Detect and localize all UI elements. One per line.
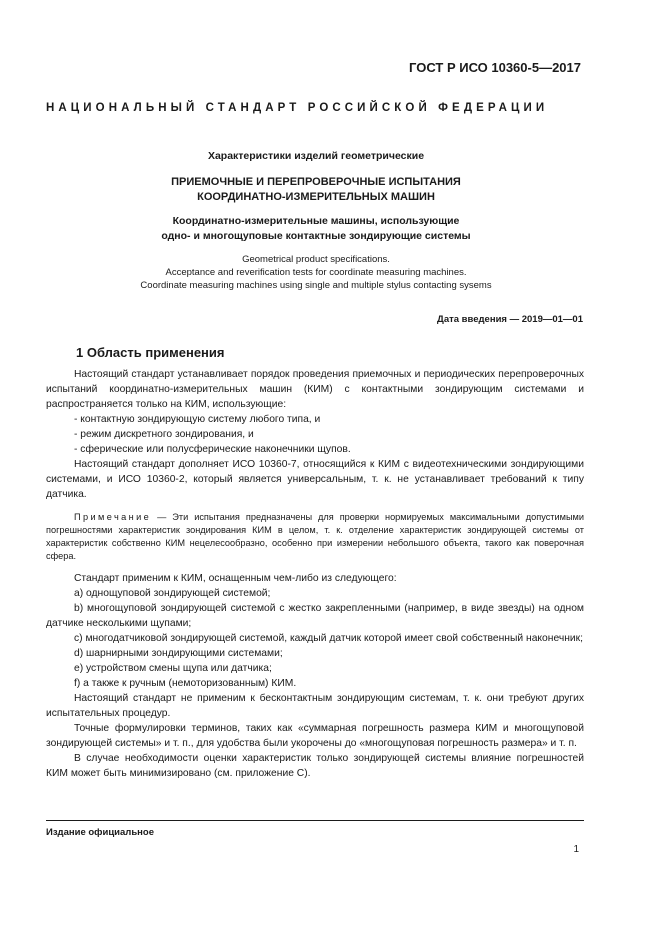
note-label: Примечание (74, 512, 152, 522)
note (46, 511, 584, 563)
introduction-date: Дата введения — 2019—01—01 (437, 314, 583, 325)
note-text: — Эти испытания предназначены для проверки нормируемых максимальными допустимыми погрешностями характеристик зондирования КИМ в целом, т. к. отделение характеристик зондирующей системы от характеристик собственно КИМ нецелесообразно, особенно при измерении небольшого объекта, такого как поверочная сфера. (46, 512, 584, 561)
footer-divider (46, 820, 584, 821)
title-en-line: Geometrical product specifications. (242, 254, 390, 265)
paragraph: Настоящий стандарт не применим к бесконтактным зондирующим системам, т. к. они требуют других испытательных процедур. (46, 693, 584, 719)
list-item: e) устройством смены щупа или датчика; (74, 663, 272, 674)
list-item: d) шарнирными зондирующими системами; (74, 648, 283, 659)
title-main-line: ПРИЕМОЧНЫЕ И ПЕРЕПРОВЕРОЧНЫЕ ИСПЫТАНИЯ (171, 176, 461, 188)
list-item: f) а также к ручным (немоторизованным) КИМ. (74, 678, 297, 689)
paragraph: Точные формулировки терминов, таких как «суммарная погрешность размера КИМ и многощуповой зондирующей системы» и т. п., для удобства были укорочены до «многощуповая погрешность размера» и т. п. (46, 723, 584, 749)
page-number: 1 (573, 844, 579, 855)
list-item: b) многощуповой зондирующей системой с жестко закрепленными (например, в виде звезды) на одном датчике несколькими щупами; (46, 603, 584, 629)
national-standard-heading: НАЦИОНАЛЬНЫЙ СТАНДАРТ РОССИЙСКОЙ ФЕДЕРАЦИИ (46, 102, 549, 114)
list-item: - контактную зондирующую систему любого типа, и (74, 414, 321, 425)
title-main (46, 175, 586, 205)
list-item: - режим дискретного зондирования, и (74, 429, 254, 440)
title-en-line: Coordinate measuring machines using single and multiple stylus contacting sysems (140, 280, 492, 291)
title-en-line: Acceptance and reverification tests for coordinate measuring machines. (165, 267, 467, 278)
paragraph: Настоящий стандарт устанавливает порядок проведения приемочных и периодических перепроверочных испытаний координатно-измерительных машин (КИМ) с контактными зондирующим системами и распространяется только на КИМ, использующие: (46, 369, 584, 410)
section-body (46, 367, 584, 781)
list-item: c) многодатчиковой зондирующей системой, каждый датчик которой имеет свой собственный наконечник; (74, 633, 584, 644)
title-sub-line: Координатно-измерительные машины, использующие (172, 215, 460, 227)
list-item: a) однощуповой зондирующей системой; (74, 588, 271, 599)
paragraph: Стандарт применим к КИМ, оснащенным чем-либо из следующего: (74, 573, 397, 584)
title-general: Характеристики изделий геометрические (207, 150, 425, 162)
list-item: - сферические или полусферические наконечники щупов. (74, 444, 351, 455)
title-main-line: КООРДИНАТНО-ИЗМЕРИТЕЛЬНЫХ МАШИН (197, 191, 435, 203)
paragraph: Настоящий стандарт дополняет ИСО 10360-7, относящийся к КИМ с видеотехническими зондирующими системами, и ИСО 10360-2, который является универсальным, т. к. не устанавливает требований к типу датчика. (46, 459, 584, 500)
edition-label: Издание официальное (46, 827, 154, 838)
title-subtitle (46, 214, 586, 244)
section-heading: 1 Область применения (76, 345, 225, 360)
title-sub-line: одно- и многощуповые контактные зондирующие системы (161, 230, 471, 242)
paragraph: В случае необходимости оценки характеристик только зондирующей системы влияние погрешностей КИМ может быть минимизировано (см. приложение С). (46, 753, 584, 779)
document-number: ГОСТ Р ИСО 10360-5—2017 (409, 60, 581, 75)
title-english (46, 253, 586, 292)
